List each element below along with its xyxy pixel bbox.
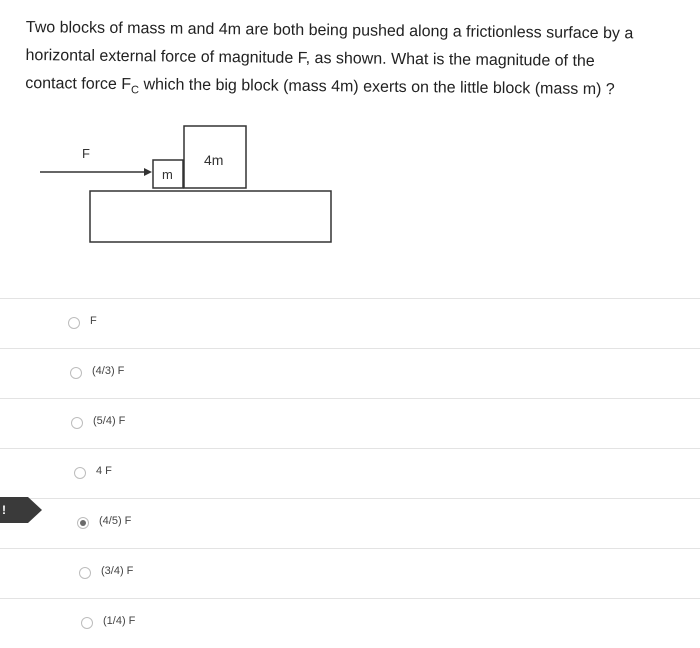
option-2-radio[interactable] [70, 367, 82, 379]
option-2-label: (4/3) F [92, 365, 125, 377]
contact-force-subscript: C [130, 84, 140, 97]
option-4[interactable] [0, 448, 700, 498]
question-line-1: Two blocks of mass m and 4m are both being pushed along a frictionless surface by a [25, 18, 634, 43]
small-block-label: m [162, 167, 173, 182]
question-line-3-end: which the big block (mass 4m) exerts on the little block (mass m) ? [138, 76, 615, 99]
option-6-label: (3/4) F [101, 565, 134, 577]
blocks-diagram [30, 118, 350, 248]
option-1[interactable] [0, 298, 700, 348]
option-7-label: (1/4) F [103, 615, 136, 627]
question-line-3-start: contact force F [25, 74, 132, 94]
option-1-label: F [90, 315, 97, 327]
option-1-radio[interactable] [68, 317, 80, 329]
option-2[interactable] [0, 348, 700, 398]
option-6-radio[interactable] [79, 567, 91, 579]
question-line-2: horizontal external force of magnitude F, as shown. What is the magnitude of the [25, 46, 595, 70]
option-6[interactable] [0, 548, 700, 598]
big-block-label: 4m [204, 152, 224, 168]
option-7[interactable] [0, 598, 700, 648]
marker-arrow-shape [0, 497, 42, 523]
marker-exclamation: ! [2, 503, 6, 517]
option-7-radio[interactable] [81, 617, 93, 629]
option-5-radio-selected[interactable] [77, 517, 89, 529]
option-3-label: (5/4) F [93, 415, 126, 427]
selected-answer-marker [0, 497, 42, 523]
option-4-label: 4 F [96, 465, 112, 477]
option-4-radio[interactable] [74, 467, 86, 479]
question-text [25, 14, 688, 105]
option-5-label: (4/5) F [99, 515, 132, 527]
floor-surface [90, 191, 331, 242]
force-arrow-head [144, 168, 152, 176]
option-3[interactable] [0, 398, 700, 448]
force-label: F [82, 146, 90, 161]
option-3-radio[interactable] [71, 417, 83, 429]
option-5[interactable] [0, 498, 700, 548]
answer-options [0, 298, 700, 648]
